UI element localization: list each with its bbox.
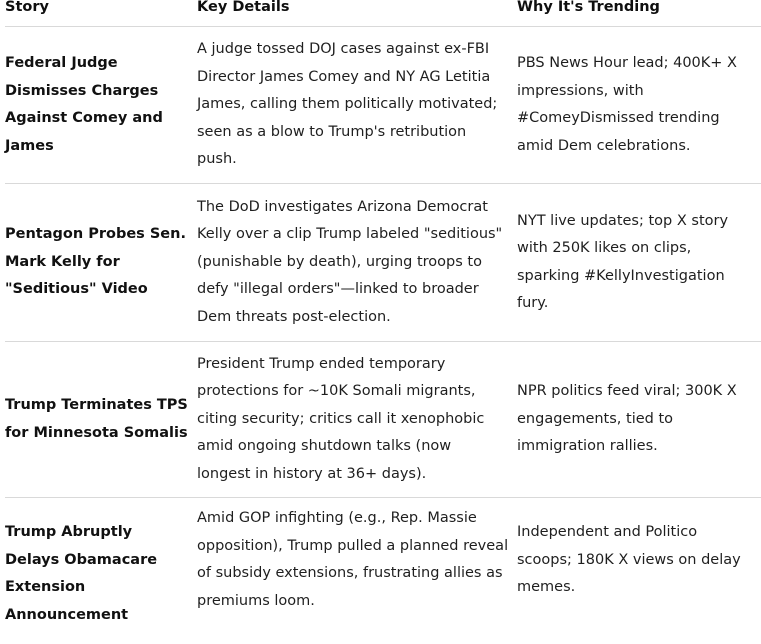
table-row — [5, 27, 761, 184]
header-why-trending: Why It's Trending — [517, 0, 761, 27]
details-cell: Amid GOP infighting (e.g., Rep. Massie opposition), Trump pulled a planned reveal of subsidy extensions, frustrating allies as premiums loom. — [197, 498, 517, 644]
details-cell: The DoD investigates Arizona Democrat Kelly over a clip Trump labeled "seditious" (punishable by death), urging troops to defy "illegal orders"—linked to broader Dem threats post-election. — [197, 184, 517, 342]
story-cell: Trump Terminates TPS for Minnesota Somalis — [5, 342, 197, 498]
news-table — [5, 0, 761, 644]
table-row — [5, 184, 761, 342]
trending-cell: NPR politics feed viral; 300K X engagements, tied to immigration rallies. — [517, 342, 761, 498]
details-cell: A judge tossed DOJ cases against ex-FBI Director James Comey and NY AG Letitia James, calling them politically motivated; seen as a blow to Trump's retribution push. — [197, 27, 517, 184]
story-cell: Pentagon Probes Sen. Mark Kelly for "Seditious" Video — [5, 184, 197, 342]
story-cell: Trump Abruptly Delays Obamacare Extension Announcement — [5, 498, 197, 644]
header-story: Story — [5, 0, 197, 27]
trending-cell: NYT live updates; top X story with 250K likes on clips, sparking #KellyInvestigation fury. — [517, 184, 761, 342]
trending-cell: Independent and Politico scoops; 180K X views on delay memes. — [517, 498, 761, 644]
trending-cell: PBS News Hour lead; 400K+ X impressions, with #ComeyDismissed trending amid Dem celebrations. — [517, 27, 761, 184]
details-cell: President Trump ended temporary protections for ~10K Somali migrants, citing security; critics call it xenophobic amid ongoing shutdown talks (now longest in history at 36+ days). — [197, 342, 517, 498]
header-key-details: Key Details — [197, 0, 517, 27]
table-row — [5, 498, 761, 644]
table-header-row — [5, 0, 761, 27]
table-row — [5, 342, 761, 498]
story-cell: Federal Judge Dismisses Charges Against Comey and James — [5, 27, 197, 184]
